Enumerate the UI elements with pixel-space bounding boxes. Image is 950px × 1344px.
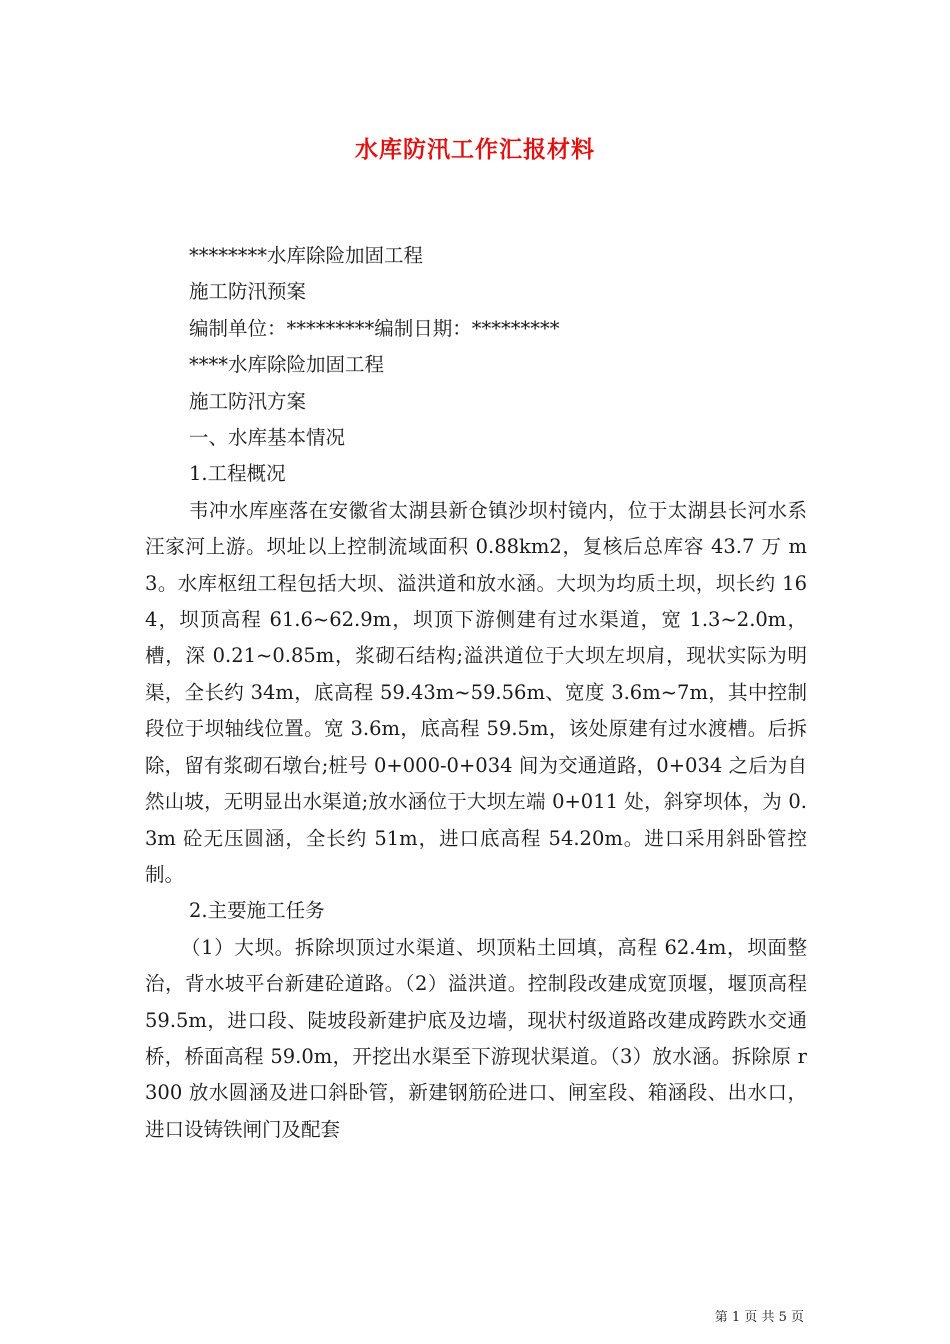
document-title: 水库防汛工作汇报材料 xyxy=(355,136,595,163)
text-line: 施工防汛预案 xyxy=(189,280,307,304)
text-line: ********水库除险加固工程 xyxy=(189,244,424,267)
text-line: 编制单位：*********编制日期：********* xyxy=(189,316,560,340)
document-body xyxy=(145,238,807,1148)
section-heading: 一、水库基本情况 xyxy=(189,426,346,450)
text-line: 施工防汛方案 xyxy=(189,389,307,413)
page-number: 第 1 页 共 5 页 xyxy=(714,1310,804,1325)
body-paragraph: （1）大坝。拆除坝顶过水渠道、坝顶粘土回填，高程 62.4m，坝面整治，背水坡平台新建砼道路。（2）溢洪道。控制段改建成宽顶堰，堰顶高程 59.5m，进口段、陡坡段新建护底及边墙，现状村级道路改建成跨跌水交通桥，桥面高程 59.0m，开挖出水渠至下游现状渠道。（3）放水涵。拆除原 r300 放水圆涵及进口斜卧管，新建钢筋砼进口、闸室段、箱涵段、出水口，进口设铸铁闸门及配套 xyxy=(145,935,807,1141)
subsection-heading: 1.工程概况 xyxy=(189,462,286,486)
subsection-heading: 2.主要施工任务 xyxy=(189,899,325,923)
body-paragraph: 韦冲水库座落在安徽省太湖县新仓镇沙坝村镜内，位于太湖县长河水系汪家河上游。坝址以上控制流域面积 0.88km2，复核后总库容 43.7 万 m3。水库枢纽工程包括大坝、溢洪道和放水涵。大坝为均质土坝，坝长约 164，坝顶高程 61.6~62.9m，坝顶下游侧建有过水渠道，宽 1.3~2.0m，槽，深 0.21~0.85m，浆砌石结构;溢洪道位于大坝左坝肩，现状实际为明渠，全长约 34m，底高程 59.43m~59.56m、宽度 3.6m~7m，其中控制段位于坝轴线位置。宽 3.6m，底高程 59.5m，该处原建有过水渡槽。后拆除，留有浆砌石墩台;桩号 0+000-0+034 间为交通道路，0+034 之后为自然山坡，无明显出水渠道;放水涵位于大坝左端 0+011 处，斜穿坝体，为 0.3m 砼无压圆涵，全长约 51m，进口底高程 54.20m。进口采用斜卧管控制。 xyxy=(145,498,807,886)
text-line: ****水库除险加固工程 xyxy=(189,353,385,377)
